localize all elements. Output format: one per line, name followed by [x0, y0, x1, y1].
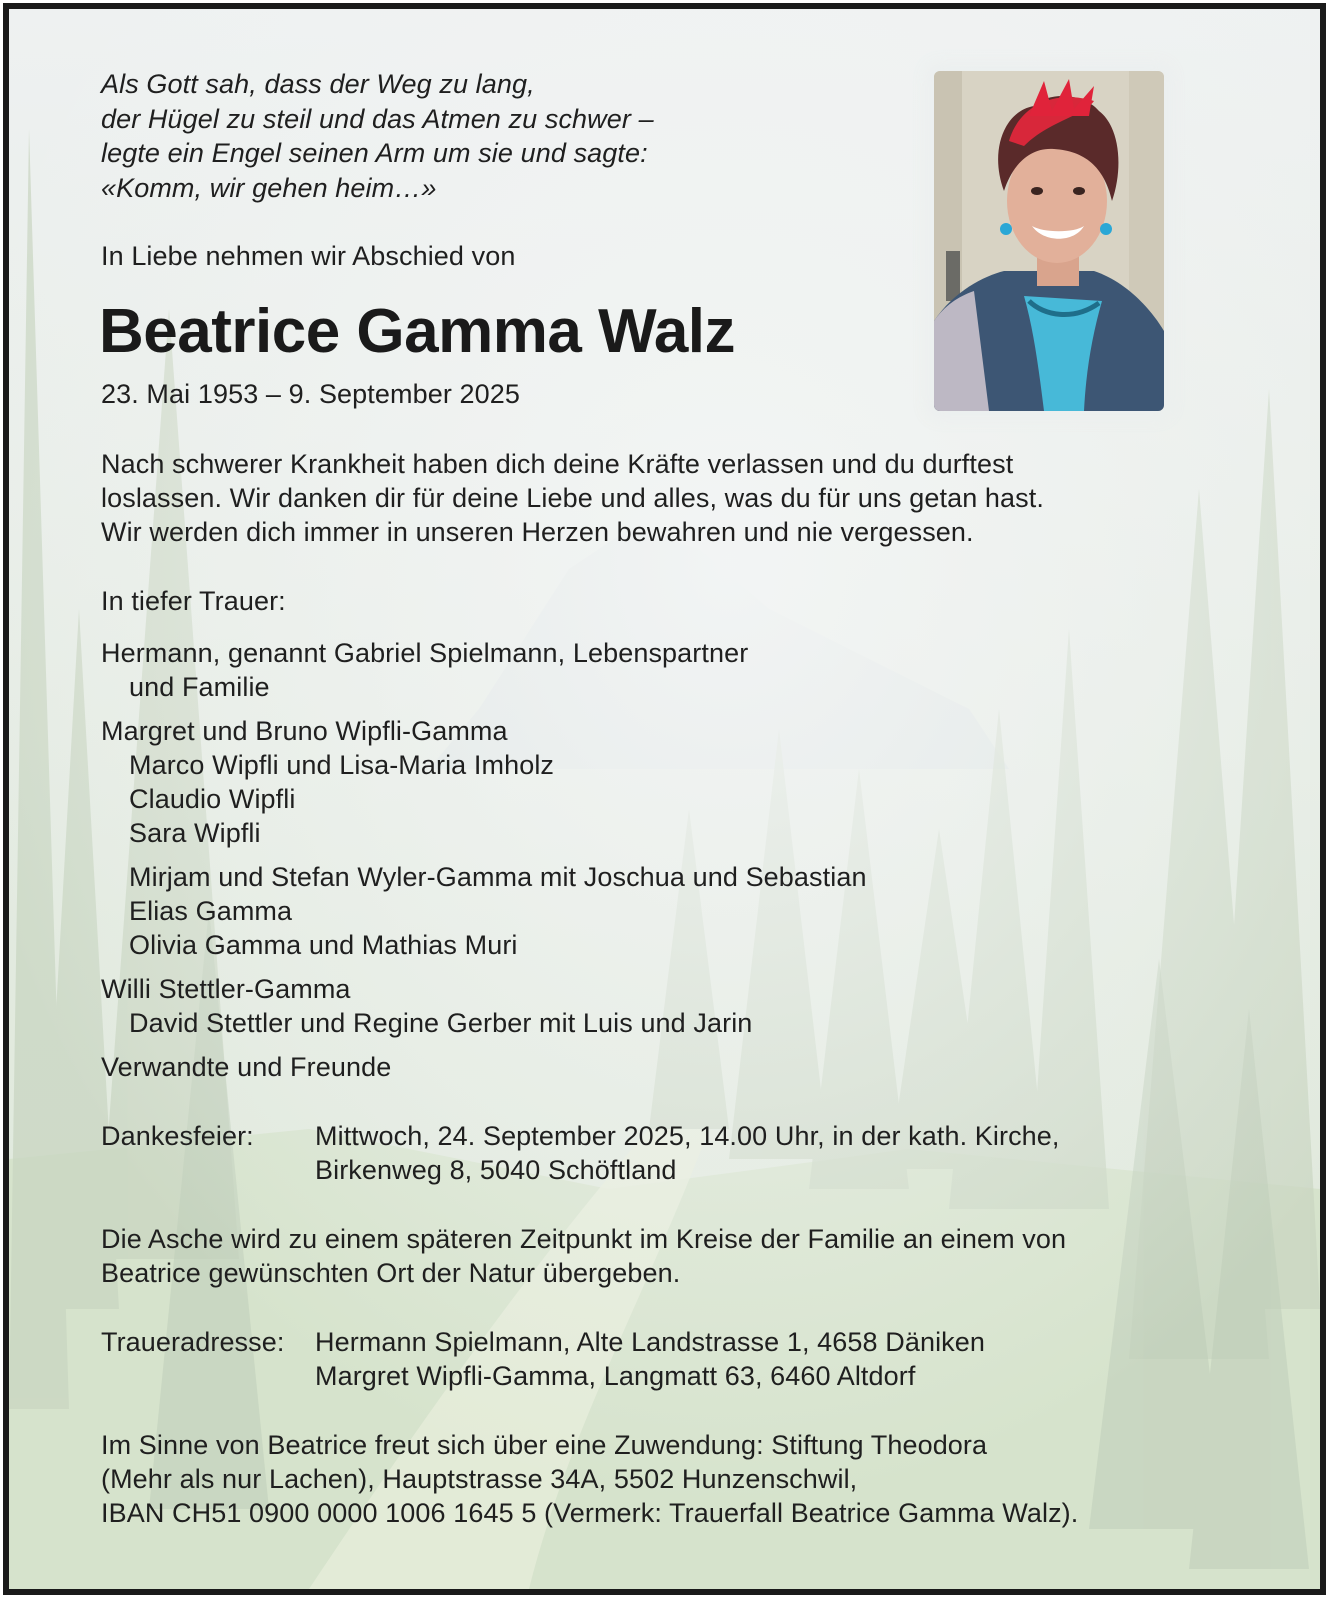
mourner-entry: Claudio Wipfli	[129, 784, 296, 814]
mourner-entry: Verwandte und Freunde	[101, 1052, 392, 1082]
address-label: Traueradresse:	[101, 1327, 285, 1357]
mourner-entry: Olivia Gamma und Mathias Muri	[129, 930, 518, 960]
ceremony-line: Mittwoch, 24. September 2025, 14.00 Uhr, in der kath. Kirche,	[315, 1121, 1060, 1151]
donation-line: IBAN CH51 0900 0000 1006 1645 5 (Vermerk: Trauerfall Beatrice Gamma Walz).	[101, 1498, 1079, 1528]
intro-text: In Liebe nehmen wir Abschied von	[101, 241, 516, 271]
address-line: Hermann Spielmann, Alte Landstrasse 1, 4658 Däniken	[315, 1327, 986, 1357]
donation-line: Im Sinne von Beatrice freut sich über eine Zuwendung: Stiftung Theodora	[101, 1430, 988, 1460]
ceremony-label: Dankesfeier:	[101, 1121, 254, 1151]
poem-line: der Hügel zu steil und das Atmen zu schwer –	[101, 104, 654, 134]
mourner-entry: Marco Wipfli und Lisa-Maria Imholz	[129, 750, 555, 780]
message-line: Wir werden dich immer in unseren Herzen bewahren und nie vergessen.	[101, 517, 974, 547]
poem-line: Als Gott sah, dass der Weg zu lang,	[101, 69, 535, 99]
mourner-entry: und Familie	[129, 672, 270, 702]
message-line: Nach schwerer Krankheit haben dich deine Kräfte verlassen und du durftest	[101, 449, 1014, 479]
mourner-entry: Willi Stettler-Gamma	[101, 974, 351, 1004]
poem-line: «Komm, wir gehen heim…»	[101, 173, 437, 203]
mourner-entry: Sara Wipfli	[129, 818, 261, 848]
portrait-photo	[934, 71, 1164, 411]
life-dates: 23. Mai 1953 – 9. September 2025	[101, 379, 520, 409]
ashes-line: Die Asche wird zu einem späteren Zeitpunkt im Kreise der Familie an einem von	[101, 1224, 1067, 1254]
donation-line: (Mehr als nur Lachen), Hauptstrasse 34A, 5502 Hunzenschwil,	[101, 1464, 858, 1494]
ashes-line: Beatrice gewünschten Ort der Natur übergeben.	[101, 1258, 681, 1288]
mourner-entry: Elias Gamma	[129, 896, 293, 926]
obituary-frame	[3, 3, 1326, 1595]
mourner-entry: Hermann, genannt Gabriel Spielmann, Lebenspartner	[101, 638, 749, 668]
address-line: Margret Wipfli-Gamma, Langmatt 63, 6460 Altdorf	[315, 1361, 916, 1391]
message-line: loslassen. Wir danken dir für deine Liebe und alles, was du für uns getan hast.	[101, 483, 1044, 513]
mourner-entry: Margret und Bruno Wipfli-Gamma	[101, 716, 508, 746]
ceremony-line: Birkenweg 8, 5040 Schöftland	[315, 1155, 677, 1185]
mourner-entry: David Stettler und Regine Gerber mit Luis und Jarin	[129, 1008, 753, 1038]
deceased-name: Beatrice Gamma Walz	[99, 297, 736, 366]
mourners-heading: In tiefer Trauer:	[101, 586, 286, 616]
mourner-entry: Mirjam und Stefan Wyler-Gamma mit Joschua und Sebastian	[129, 862, 867, 892]
poem-line: legte ein Engel seinen Arm um sie und sagte:	[101, 138, 648, 168]
